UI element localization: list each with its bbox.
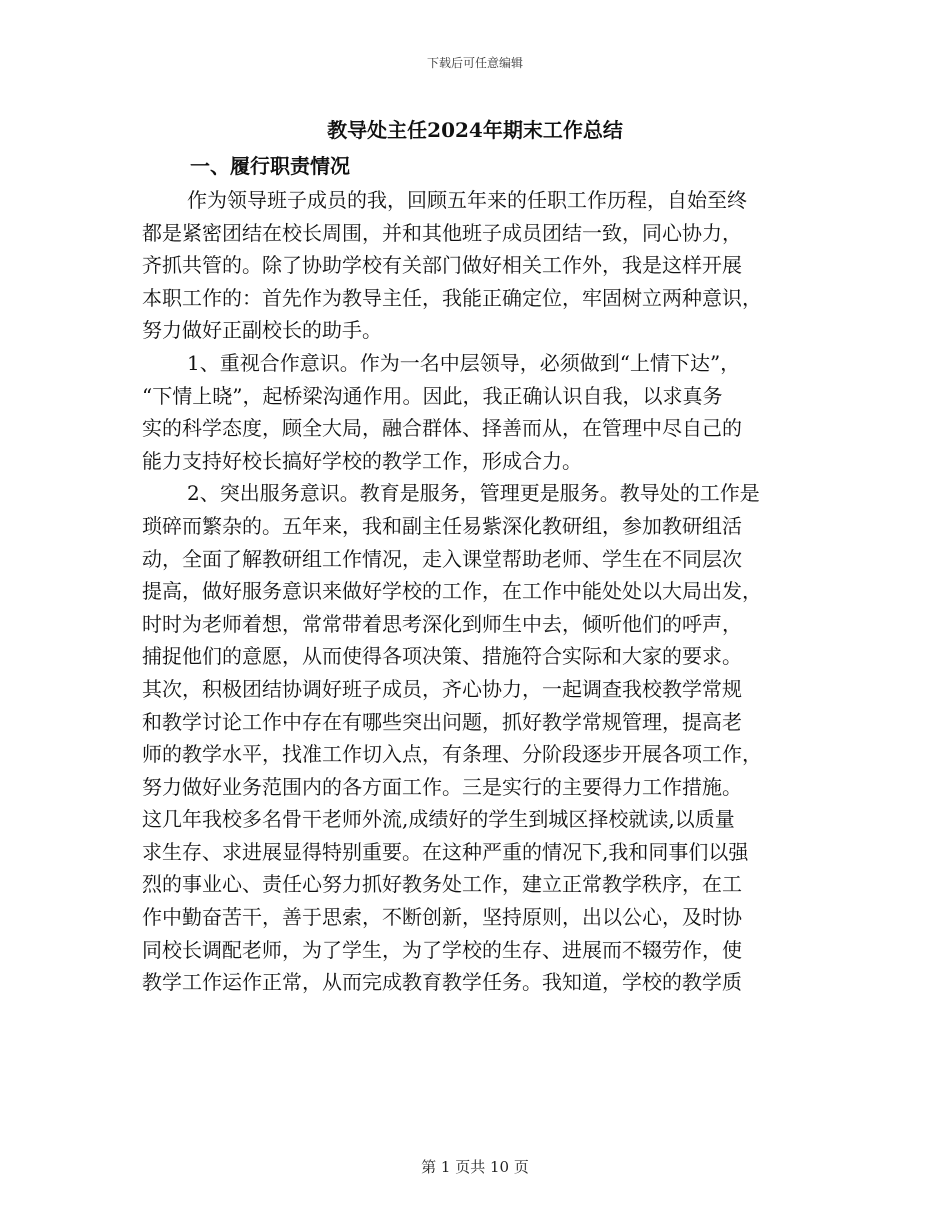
- document-title: 教导处主任2024年期末工作总结: [327, 118, 623, 142]
- text-line: 动，全面了解教研组工作情况，走入课堂帮助老师、学生在不同层次: [142, 546, 742, 571]
- text-line: 师的教学水平，找准工作切入点，有条理、分阶段逐步开展各项工作，: [142, 742, 762, 767]
- text-line: 能力支持好校长搞好学校的教学工作，形成合力。: [142, 448, 582, 473]
- body-text: [142, 184, 812, 999]
- text-line: 作为领导班子成员的我，回顾五年来的任职工作历程，自始至终: [187, 188, 747, 212]
- page-footer: 第 1 页共 10 页: [421, 1158, 529, 1176]
- text-line: 捕捉他们的意愿，从而使得各项决策、措施符合实际和大家的要求。: [142, 644, 742, 669]
- text-line: 烈的事业心、责任心努力抓好教务处工作，建立正常教学秩序，在工: [142, 872, 742, 897]
- text-line: 努力做好正副校长的助手。: [142, 318, 382, 343]
- text-line: 努力做好业务范围内的各方面工作。三是实行的主要得力工作措施。: [142, 774, 742, 799]
- text-line: 作中勤奋苦干，善于思索，不断创新，坚持原则，出以公心，及时协: [142, 905, 742, 930]
- text-line: 本职工作的：首先作为教导主任，我能正确定位，牢固树立两种意识，: [142, 285, 762, 310]
- text-line: 求生存、求进展显得特别重要。在这种严重的情况下,我和同事们以强: [142, 839, 749, 864]
- text-line: 2、突出服务意识。教育是服务，管理更是服务。教导处的工作是: [187, 481, 760, 506]
- text-line: 齐抓共管的。除了协助学校有关部门做好相关工作外，我是这样开展: [142, 253, 742, 278]
- text-line: 同校长调配老师，为了学生，为了学校的生存、进展而不辍劳作，使: [142, 937, 742, 962]
- text-line: 提高，做好服务意识来做好学校的工作，在工作中能处处以大局出发，: [142, 579, 762, 604]
- section-heading: 一、履行职责情况: [190, 154, 350, 178]
- text-line: 1、重视合作意识。作为一名中层领导，必须做到“上情下达”，: [187, 350, 741, 375]
- text-line: 时时为老师着想，常常带着思考深化到师生中去，倾听他们的呼声，: [142, 611, 742, 636]
- text-line: 教学工作运作正常，从而完成教育教学任务。我知道，学校的教学质: [142, 970, 742, 995]
- text-line: 琐碎而繁杂的。五年来，我和副主任易紫深化教研组，参加教研组活: [142, 513, 742, 538]
- text-line: 实的科学态度，顾全大局，融合群体、择善而从，在管理中尽自己的: [142, 416, 742, 441]
- text-line: 其次，积极团结协调好班子成员，齐心协力，一起调查我校教学常规: [142, 676, 742, 701]
- header-note: 下载后可任意编辑: [426, 56, 523, 70]
- text-line: “下情上晓”，起桥梁沟通作用。因此，我正确认识自我，以求真务: [142, 383, 723, 408]
- text-line: 都是紧密团结在校长周围，并和其他班子成员团结一致，同心协力，: [142, 220, 742, 245]
- text-line: 和教学讨论工作中存在有哪些突出问题，抓好教学常规管理，提高老: [142, 709, 742, 734]
- text-line: 这几年我校多名骨干老师外流,成绩好的学生到城区择校就读,以质量: [142, 807, 735, 832]
